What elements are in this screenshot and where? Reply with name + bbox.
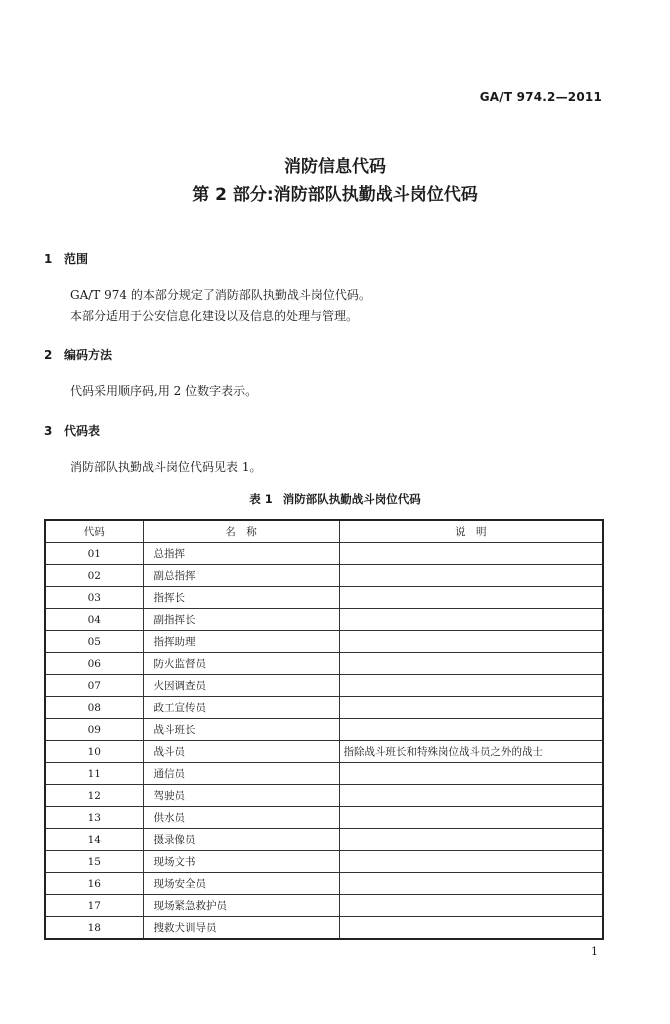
- table-row: [45, 785, 603, 807]
- table-body: [45, 543, 603, 940]
- cell-code: 13: [45, 807, 143, 829]
- table-caption: [0, 491, 670, 507]
- cell-name: 战斗员: [143, 741, 339, 763]
- cell-note: [339, 851, 603, 873]
- table-caption-label: 表 1: [249, 492, 273, 506]
- cell-name: 现场文书: [143, 851, 339, 873]
- cell-code: 18: [45, 917, 143, 940]
- table-row: [45, 697, 603, 719]
- cell-name: 驾驶员: [143, 785, 339, 807]
- table-row: [45, 895, 603, 917]
- section-title: 代码表: [64, 424, 101, 438]
- cell-name: 摄录像员: [143, 829, 339, 851]
- document-title: 消防信息代码: [284, 157, 386, 177]
- table-row: [45, 631, 603, 653]
- cell-code: 03: [45, 587, 143, 609]
- cell-code: 11: [45, 763, 143, 785]
- cell-note: [339, 631, 603, 653]
- cell-name: 现场安全员: [143, 873, 339, 895]
- cell-code: 06: [45, 653, 143, 675]
- cell-name: 指挥长: [143, 587, 339, 609]
- cell-code: 14: [45, 829, 143, 851]
- cell-name: 政工宣传员: [143, 697, 339, 719]
- section-title: 范围: [64, 252, 89, 266]
- table-row: [45, 763, 603, 785]
- cell-note: [339, 895, 603, 917]
- table-row: [45, 741, 603, 763]
- table-row: [45, 851, 603, 873]
- cell-note: [339, 785, 603, 807]
- table-row: [45, 543, 603, 565]
- table-row: [45, 719, 603, 741]
- cell-name: 总指挥: [143, 543, 339, 565]
- section-title: 编码方法: [64, 348, 113, 362]
- cell-code: 10: [45, 741, 143, 763]
- standard-number: GA/T 974.2—2011: [479, 90, 602, 104]
- table-row: [45, 829, 603, 851]
- cell-code: 09: [45, 719, 143, 741]
- cell-note: [339, 697, 603, 719]
- table-row: [45, 807, 603, 829]
- paragraph: 代码采用顺序码,用 2 位数字表示。: [70, 384, 258, 398]
- paragraph: 消防部队执勤战斗岗位代码见表 1。: [70, 460, 262, 474]
- header-note: 说 明: [339, 520, 603, 543]
- section-heading-scope: [44, 250, 88, 267]
- cell-note: [339, 675, 603, 697]
- cell-name: 现场紧急救护员: [143, 895, 339, 917]
- section-number: 1: [44, 252, 53, 266]
- paragraph: 本部分适用于公安信息化建设以及信息的处理与管理。: [70, 309, 359, 323]
- table-row: [45, 675, 603, 697]
- cell-note: [339, 917, 603, 940]
- document-subtitle: 第 2 部分:消防部队执勤战斗岗位代码: [192, 185, 478, 205]
- section-number: 2: [44, 348, 53, 362]
- table-row: [45, 873, 603, 895]
- section-heading-code-table: [44, 422, 100, 439]
- table-row: [45, 917, 603, 940]
- table-caption-title: 消防部队执勤战斗岗位代码: [282, 492, 421, 506]
- cell-name: 副指挥长: [143, 609, 339, 631]
- cell-name: 防火监督员: [143, 653, 339, 675]
- cell-name: 指挥助理: [143, 631, 339, 653]
- cell-code: 12: [45, 785, 143, 807]
- header-name: 名 称: [143, 520, 339, 543]
- cell-name: 通信员: [143, 763, 339, 785]
- cell-code: 01: [45, 543, 143, 565]
- cell-note: [339, 543, 603, 565]
- cell-note: [339, 873, 603, 895]
- cell-note: [339, 763, 603, 785]
- cell-code: 17: [45, 895, 143, 917]
- cell-code: 07: [45, 675, 143, 697]
- code-table: [44, 519, 604, 940]
- table-header-row: [45, 520, 603, 543]
- cell-note: [339, 807, 603, 829]
- cell-name: 战斗班长: [143, 719, 339, 741]
- cell-code: 15: [45, 851, 143, 873]
- cell-note: [339, 609, 603, 631]
- cell-code: 08: [45, 697, 143, 719]
- page-number: 1: [591, 945, 598, 958]
- section-number: 3: [44, 424, 53, 438]
- cell-note: [339, 829, 603, 851]
- cell-code: 04: [45, 609, 143, 631]
- cell-note: [339, 719, 603, 741]
- cell-note: [339, 587, 603, 609]
- header-code: 代码: [45, 520, 143, 543]
- cell-code: 02: [45, 565, 143, 587]
- cell-name: 搜救犬训导员: [143, 917, 339, 940]
- cell-code: 16: [45, 873, 143, 895]
- cell-note: [339, 653, 603, 675]
- cell-code: 05: [45, 631, 143, 653]
- cell-name: 副总指挥: [143, 565, 339, 587]
- cell-name: 供水员: [143, 807, 339, 829]
- table-row: [45, 609, 603, 631]
- table-row: [45, 565, 603, 587]
- cell-note: [339, 565, 603, 587]
- table-row: [45, 587, 603, 609]
- paragraph: GA/T 974 的本部分规定了消防部队执勤战斗岗位代码。: [70, 288, 371, 302]
- cell-note: 指除战斗班长和特殊岗位战斗员之外的战士: [339, 741, 603, 763]
- cell-name: 火因调查员: [143, 675, 339, 697]
- table-row: [45, 653, 603, 675]
- section-heading-coding-method: [44, 346, 112, 363]
